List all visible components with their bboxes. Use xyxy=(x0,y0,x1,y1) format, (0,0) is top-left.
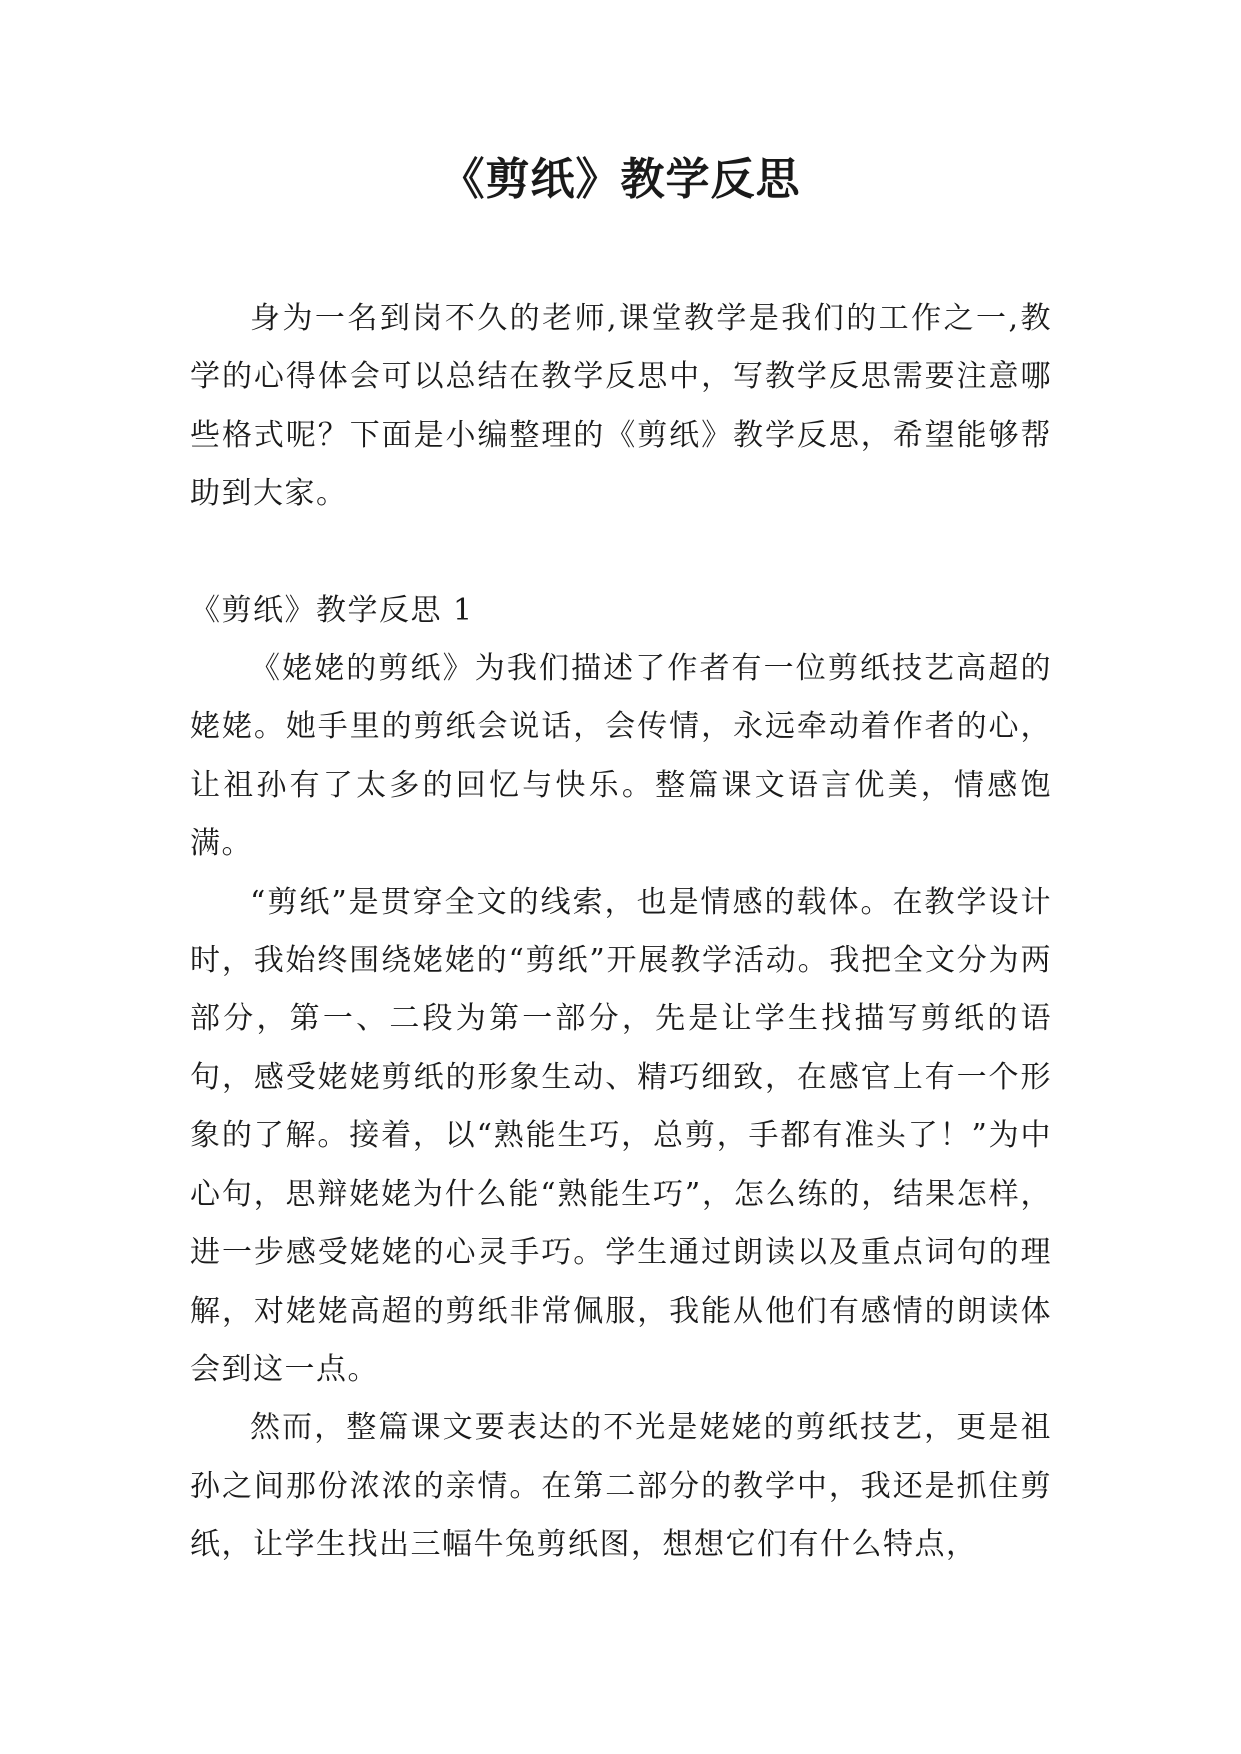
body-paragraph: “剪纸”是贯穿全文的线索，也是情感的载体。在教学设计时，我始终围绕姥姥的“剪纸”开展教学活动。我把全文分为两部分，第一、二段为第一部分，先是让学生找描写剪纸的语句，感受姥姥剪纸的形象生动、精巧细致，在感官上有一个形象的了解。接着，以“熟能生巧，总剪，手都有准头了！”为中心句，思辩姥姥为什么能“熟能生巧”，怎么练的，结果怎样，进一步感受姥姥的心灵手巧。学生通过朗读以及重点词句的理解，对姥姥高超的剪纸非常佩服，我能从他们有感情的朗读体会到这一点。 xyxy=(190,884,1052,1387)
section-heading: 《剪纸》教学反思 1 xyxy=(190,592,474,628)
document-body xyxy=(190,290,1052,1575)
intro-paragraph: 身为一名到岗不久的老师,课堂教学是我们的工作之一,教学的心得体会可以总结在教学反思中，写教学反思需要注意哪些格式呢？下面是小编整理的《剪纸》教学反思，希望能够帮助到大家。 xyxy=(190,301,1052,512)
body-paragraph: 然而，整篇课文要表达的不光是姥姥的剪纸技艺，更是祖孙之间那份浓浓的亲情。在第二部分的教学中，我还是抓住剪纸，让学生找出三幅牛兔剪纸图，想想它们有什么特点， xyxy=(190,1410,1052,1563)
document-title: 《剪纸》教学反思 xyxy=(440,154,801,205)
body-paragraph: 《姥姥的剪纸》为我们描述了作者有一位剪纸技艺高超的姥姥。她手里的剪纸会说话，会传情，永远牵动着作者的心，让祖孙有了太多的回忆与快乐。整篇课文语言优美，情感饱满。 xyxy=(190,651,1052,862)
